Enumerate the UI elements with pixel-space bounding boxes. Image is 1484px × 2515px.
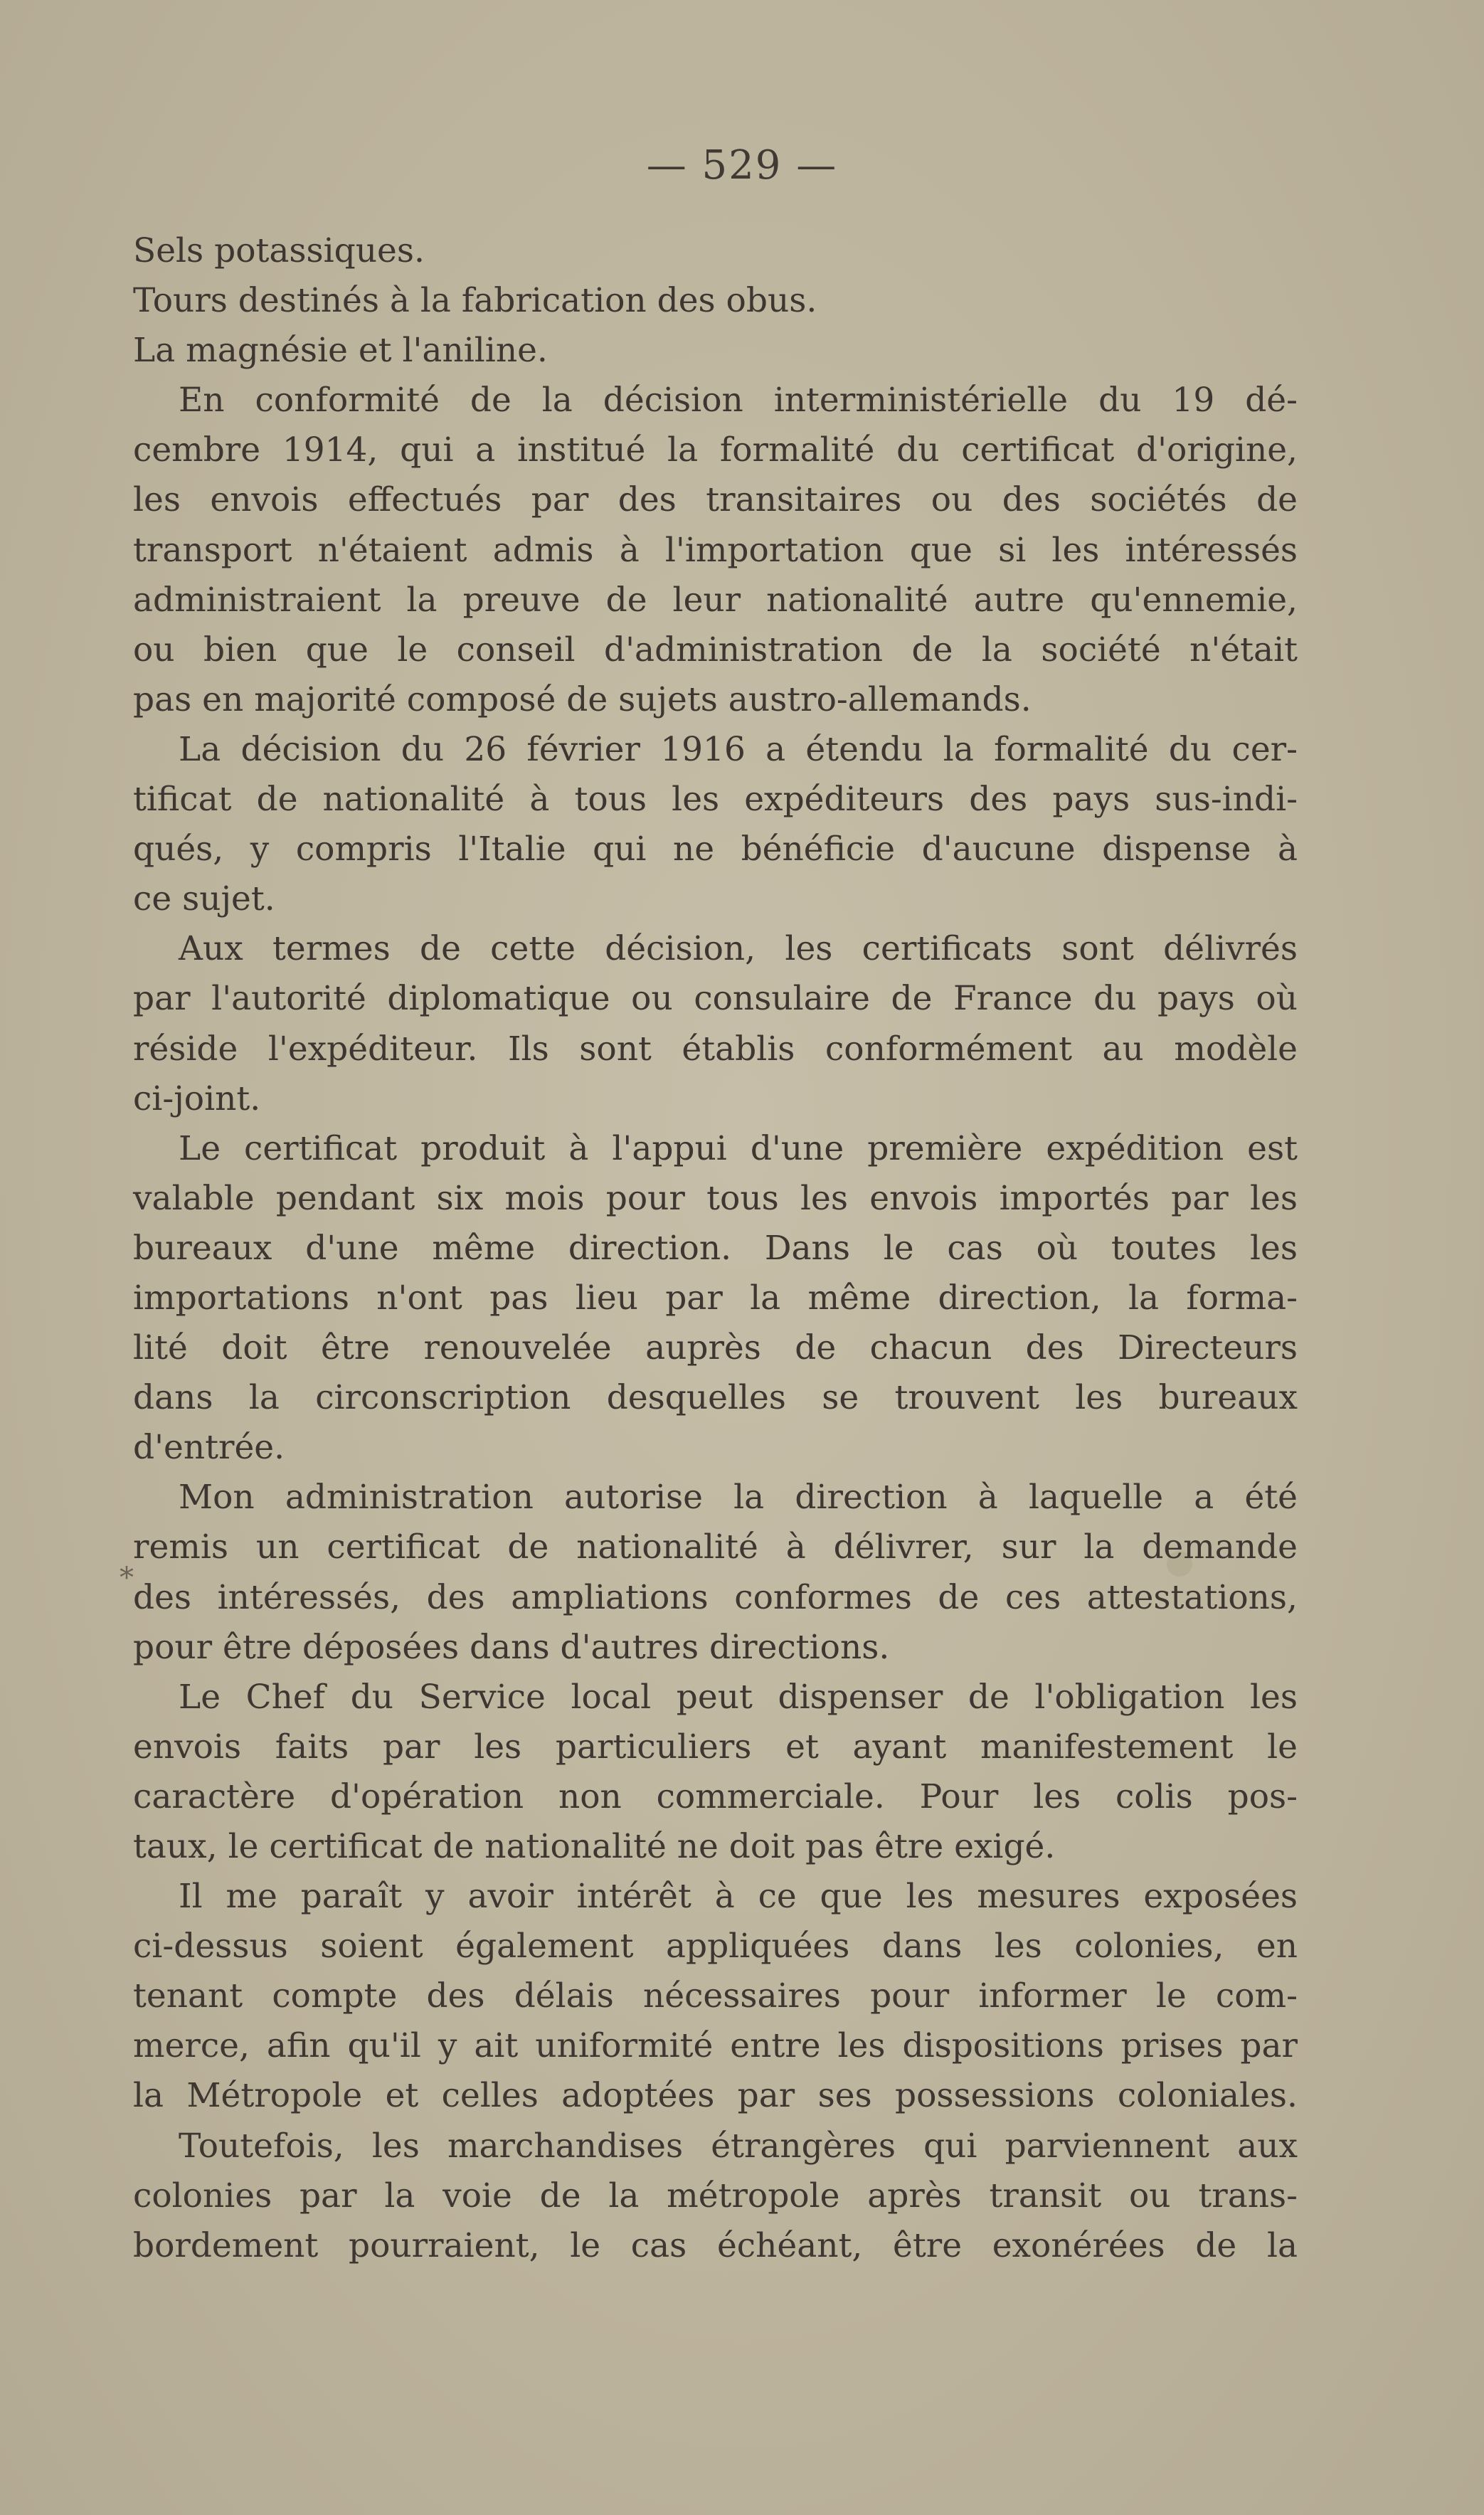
text-line: bordement pourraient, le cas échéant, être exonérées de la xyxy=(133,2225,1298,2265)
text-line: Tours destinés à la fabrication des obus. xyxy=(133,281,817,321)
text-line: d'entrée. xyxy=(133,1428,285,1468)
text-line: dans la circonscription desquelles se trouvent les bureaux xyxy=(133,1378,1298,1418)
text-line: lité doit être renouvelée auprès de chacun des Directeurs xyxy=(133,1328,1298,1368)
text-line: merce, afin qu'il y ait uniformité entre les dispositions prises par xyxy=(133,2026,1298,2066)
text-line: En conformité de la décision interministérielle du 19 dé- xyxy=(179,381,1298,420)
text-line: colonies par la voie de la métropole après transit ou trans- xyxy=(133,2176,1298,2215)
text-line: bureaux d'une même direction. Dans le cas où toutes les xyxy=(133,1228,1298,1268)
text-line: ou bien que le conseil d'administration de la société n'était xyxy=(133,630,1298,669)
text-line: remis un certificat de nationalité à délivrer, sur la demande xyxy=(133,1527,1298,1567)
text-line: importations n'ont pas lieu par la même direction, la forma- xyxy=(133,1278,1298,1318)
text-line: tenant compte des délais nécessaires pour informer le com- xyxy=(133,1976,1298,2016)
text-line: Aux termes de cette décision, les certificats sont délivrés xyxy=(179,929,1298,969)
text-line: taux, le certificat de nationalité ne doit pas être exigé. xyxy=(133,1827,1056,1866)
text-line: transport n'étaient admis à l'importation que si les intéressés xyxy=(133,530,1298,570)
text-line: valable pendant six mois pour tous les envois importés par les xyxy=(133,1178,1298,1218)
text-line: des intéressés, des ampliations conformes de ces attestations, xyxy=(133,1577,1298,1617)
text-line: cembre 1914, qui a institué la formalité du certificat d'origine, xyxy=(133,430,1298,470)
text-line: administraient la preuve de leur nationalité autre qu'ennemie, xyxy=(133,580,1298,620)
text-line: la Métropole et celles adoptées par ses possessions coloniales. xyxy=(133,2076,1298,2116)
text-line: réside l'expéditeur. Ils sont établis conformément au modèle xyxy=(133,1029,1298,1069)
text-line: pas en majorité composé de sujets austro-allemands. xyxy=(133,679,1032,719)
text-line: Le Chef du Service local peut dispenser de l'obligation les xyxy=(179,1677,1298,1717)
text-line: Mon administration autorise la direction à laquelle a été xyxy=(179,1478,1298,1518)
text-line: La magnésie et l'aniline. xyxy=(133,331,548,371)
text-line: caractère d'opération non commerciale. Pour les colis pos- xyxy=(133,1777,1298,1816)
text-line: Il me paraît y avoir intérêt à ce que les mesures exposées xyxy=(179,1877,1298,1917)
text-line: ci-joint. xyxy=(133,1079,261,1118)
body-text xyxy=(133,226,1298,2271)
text-line: pour être déposées dans d'autres directions. xyxy=(133,1627,890,1667)
text-line: Le certificat produit à l'appui d'une première expédition est xyxy=(179,1128,1298,1168)
text-line: ci-dessus soient également appliquées dans les colonies, en xyxy=(133,1927,1298,1966)
text-line: ce sujet. xyxy=(133,879,275,919)
text-line: par l'autorité diplomatique ou consulaire de France du pays où xyxy=(133,979,1298,1019)
ink-speck: * xyxy=(120,1562,134,1594)
text-line: tificat de nationalité à tous les expéditeurs des pays sus-indi- xyxy=(133,780,1298,820)
text-line: Toutefois, les marchandises étrangères qui parviennent aux xyxy=(179,2126,1298,2166)
text-line: les envois effectués par des transitaires ou des sociétés de xyxy=(133,480,1298,520)
text-line: La décision du 26 février 1916 a étendu la formalité du cer- xyxy=(179,729,1298,769)
page-number: — 529 — xyxy=(646,142,838,189)
text-line: qués, y compris l'Italie qui ne bénéficie d'aucune dispense à xyxy=(133,830,1298,869)
text-line: envois faits par les particuliers et ayant manifestement le xyxy=(133,1727,1298,1767)
text-line: Sels potassiques. xyxy=(133,231,425,270)
